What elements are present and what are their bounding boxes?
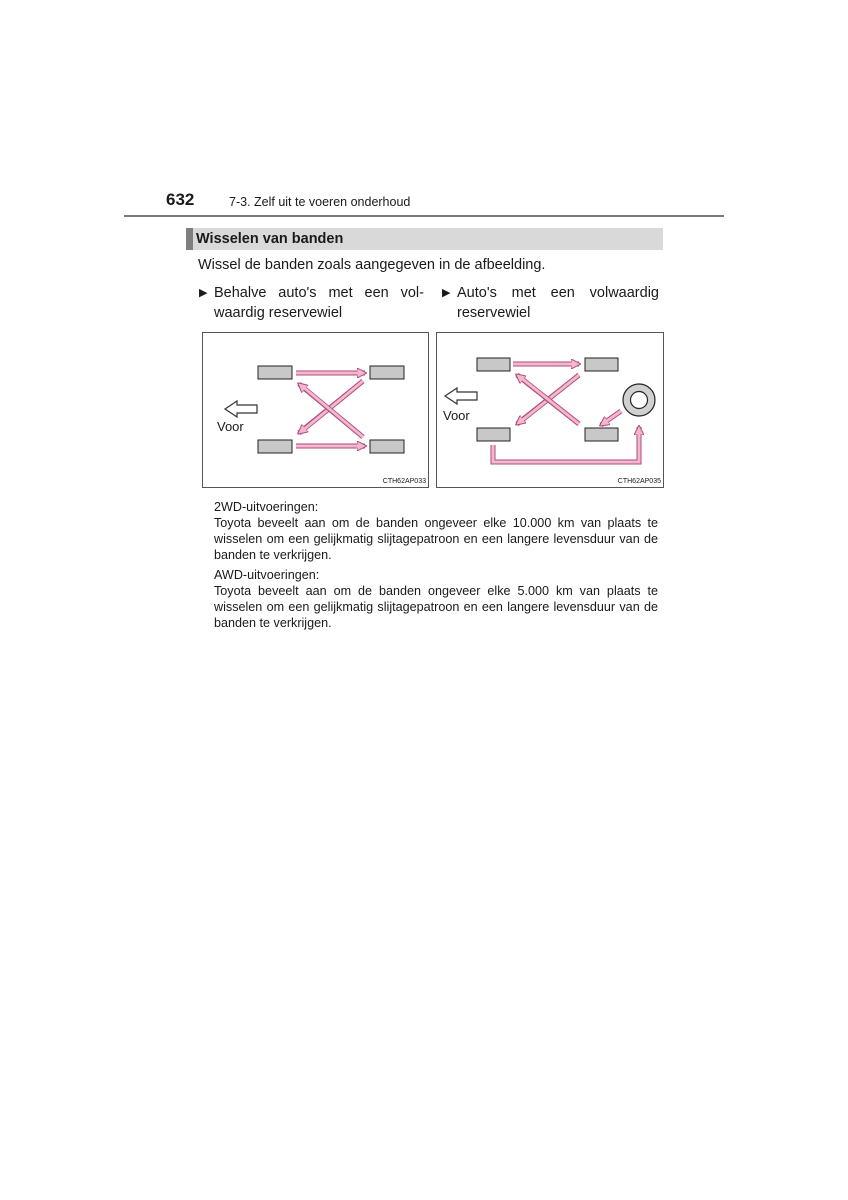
direction-label: Voor <box>443 408 470 423</box>
tire-front-left <box>258 366 292 379</box>
chapter-title: 7-3. Zelf uit te voeren onderhoud <box>229 195 411 209</box>
bullet-with-spare <box>442 283 659 323</box>
bullet-text: Behalve auto's met een volwaardig reservewiel <box>214 285 424 321</box>
notes <box>214 499 658 631</box>
tire-rear-right <box>585 428 618 441</box>
figure-code: CTH62AP033 <box>382 478 426 485</box>
note-label-2wd: 2WD-uitvoeringen: <box>214 500 319 514</box>
header-rule <box>124 215 724 217</box>
intro-text: Wissel de banden zoals aangegeven in de afbeelding. <box>198 257 546 273</box>
tire-front-right <box>585 358 618 371</box>
rotation-diagram-with-spare <box>436 332 664 488</box>
front-direction-arrow-icon <box>225 401 257 417</box>
rotation-diagram-no-spare <box>202 332 429 488</box>
tire-front-left <box>477 358 510 371</box>
direction-label: Voor <box>217 419 244 434</box>
tire-rear-left <box>477 428 510 441</box>
tire-rear-left <box>258 440 292 453</box>
tire-rear-right <box>370 440 404 453</box>
bullet-triangle-icon: ▶ <box>199 287 208 299</box>
page-number: 632 <box>166 190 195 209</box>
note-text-awd: Toyota beveelt aan om de banden ongeveer elke 5.000 km van plaats te wisselen om een gelijkmatig slijtagepatroon en een langere levensduur van de banden te verkrijgen. <box>214 584 658 630</box>
spare-tire-inner <box>631 392 648 409</box>
front-direction-arrow-icon <box>445 388 477 404</box>
rotation-diagram-with-spare-svg <box>437 333 663 487</box>
bullet-no-spare <box>199 283 424 323</box>
bullet-triangle-icon: ▶ <box>442 287 451 299</box>
bullet-text: Auto's met een volwaardig reservewiel <box>457 285 659 321</box>
note-label-awd: AWD-uitvoeringen: <box>214 568 320 582</box>
figure-code: CTH62AP035 <box>617 478 661 485</box>
section-title: Wisselen van banden <box>196 231 344 247</box>
tire-front-right <box>370 366 404 379</box>
rotation-diagram-no-spare-svg <box>203 333 428 487</box>
note-text-2wd: Toyota beveelt aan om de banden ongeveer elke 10.000 km van plaats te wisselen om een gelijkmatig slijtagepatroon en een langere levensduur van de banden te verkrijgen. <box>214 516 658 562</box>
